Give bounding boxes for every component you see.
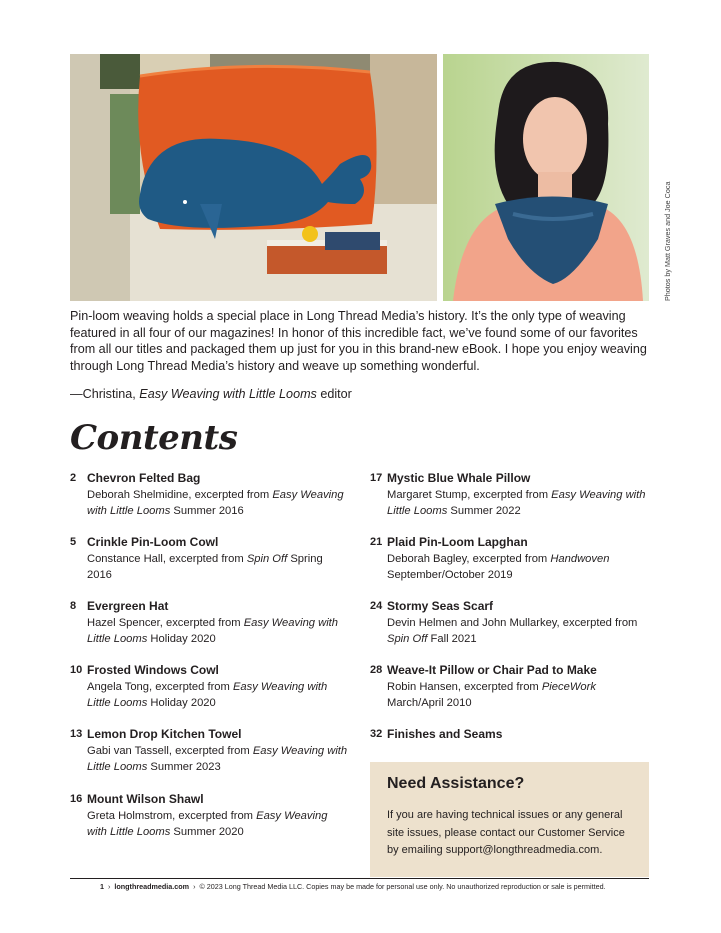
toc-author: Gabi van Tassell, excerpted from [87,745,253,757]
toc-page-number: 10 [70,664,83,676]
signoff-publication: Easy Weaving with Little Looms [139,387,317,401]
toc-publication: Easy Weaving with Little Looms [87,681,328,709]
toc-description [387,680,649,711]
signoff-suffix: editor [316,387,352,401]
toc-publication: Spin Off [387,632,428,645]
toc-author: Angela Tong, excerpted from [87,681,233,693]
toc-title: Chevron Felted Bag [87,471,201,485]
assistance-box [370,762,649,877]
footer-page-number: 1 [100,882,104,891]
toc-issue: Holiday 2020 [147,632,216,645]
toc-publication: Spin Off [246,553,288,565]
toc-page-number: 8 [70,600,77,612]
toc-description [87,744,349,775]
toc-page-number: 16 [70,793,83,805]
toc-title: Lemon Drop Kitchen Towel [87,727,242,741]
toc-description [87,809,349,840]
toc-page-number: 13 [70,728,83,740]
toc-author: Deborah Bagley, excerpted from [387,553,551,565]
contents-heading: Contents [70,418,238,458]
toc-title: Plaid Pin-Loom Lapghan [387,535,528,549]
toc-publication: PieceWork [541,681,596,693]
footer-site-link[interactable]: longthreadmedia.com [114,882,190,891]
intro-paragraph: Pin-loom weaving holds a special place in Long Thread Media’s history. It’s the only type of weaving featured in all four of our magazines! In honor of this incredible fact, we’ve found some of our favorites from all our titles and packaged them up just for you in this brand-new eBook. I hope you enjoy weaving through Long Thread Media’s history and weave up something wonderful. [70,309,647,373]
footer-divider [70,878,649,879]
toc-page-number: 28 [370,664,383,676]
toc-issue: Spring 2016 [87,553,323,581]
footer-separator-icon: › [106,882,113,891]
assistance-title: Need Assistance? [387,775,525,792]
toc-issue: Summer 2023 [147,760,221,773]
model-cowl-illustration [443,54,649,301]
toc-issue: Summer 2022 [447,504,521,517]
toc-title: Finishes and Seams [387,727,503,741]
toc-title: Weave-It Pillow or Chair Pad to Make [387,663,597,677]
assistance-text: If you are having technical issues or any general site issues, please contact our Customer Service by emailing support@longthreadmedia.com. [387,809,625,856]
toc-page-number: 17 [370,472,383,484]
toc-page-number: 24 [370,600,383,612]
toc-publication: Easy Weaving with Little Looms [87,489,344,517]
page-footer [100,882,606,891]
toc-publication: Easy Weaving with Little Looms [87,617,339,645]
toc-title: Frosted Windows Cowl [87,663,219,677]
toc-publication: Easy Weaving with Little Looms [87,745,348,773]
toc-issue: March/April 2010 [387,696,472,709]
toc-description [87,552,349,583]
toc-description [387,488,649,519]
toc-issue: Summer 2016 [170,504,244,517]
toc-publication: Easy Weaving with Little Looms [87,810,328,838]
toc-title: Evergreen Hat [87,599,169,613]
toc-page-number: 2 [70,472,77,484]
photo-credit [652,156,672,301]
footer-copyright: © 2023 Long Thread Media LLC. Copies may be made for personal use only. No unauthorized reproduction or sale is permitted. [199,882,606,891]
toc-issue: Fall 2021 [427,632,477,645]
toc-issue: Summer 2020 [170,825,244,838]
toc-page-number: 21 [370,536,383,548]
toc-author: Hazel Spencer, excerpted from [87,617,244,629]
toc-page-number: 5 [70,536,77,548]
toc-publication: Handwoven [550,553,610,565]
toc-title: Crinkle Pin-Loom Cowl [87,535,219,549]
toc-publication: Easy Weaving with Little Looms [387,489,646,517]
toc-author: Deborah Shelmidine, excerpted from [87,489,273,501]
toc-author: Devin Helmen and John Mullarkey, excerpted from [387,617,638,629]
whale-pillow-illustration [70,54,437,301]
toc-issue: Holiday 2020 [147,696,216,709]
toc-description [87,488,349,519]
toc-description [387,616,649,647]
toc-title: Mount Wilson Shawl [87,792,204,806]
toc-author: Margaret Stump, excerpted from [387,489,552,501]
photo-credit-text: Photos by Matt Graves and Joe Coca [663,181,672,301]
photo-whale-pillow [70,54,437,301]
toc-page-number: 32 [370,728,383,740]
toc-description [87,680,349,711]
signoff-prefix: —Christina, [70,387,140,401]
toc-description [387,552,649,583]
toc-issue: September/October 2019 [387,568,513,581]
toc-description [87,616,349,647]
toc-author: Greta Holmstrom, excerpted from [87,810,257,822]
footer-separator-icon: › [191,882,198,891]
photo-model-cowl [443,54,649,301]
toc-author: Robin Hansen, excerpted from [387,681,542,693]
editor-signoff [70,386,650,402]
toc-title: Stormy Seas Scarf [387,599,494,613]
toc-author: Constance Hall, excerpted from [87,553,247,565]
toc-title: Mystic Blue Whale Pillow [387,471,531,485]
